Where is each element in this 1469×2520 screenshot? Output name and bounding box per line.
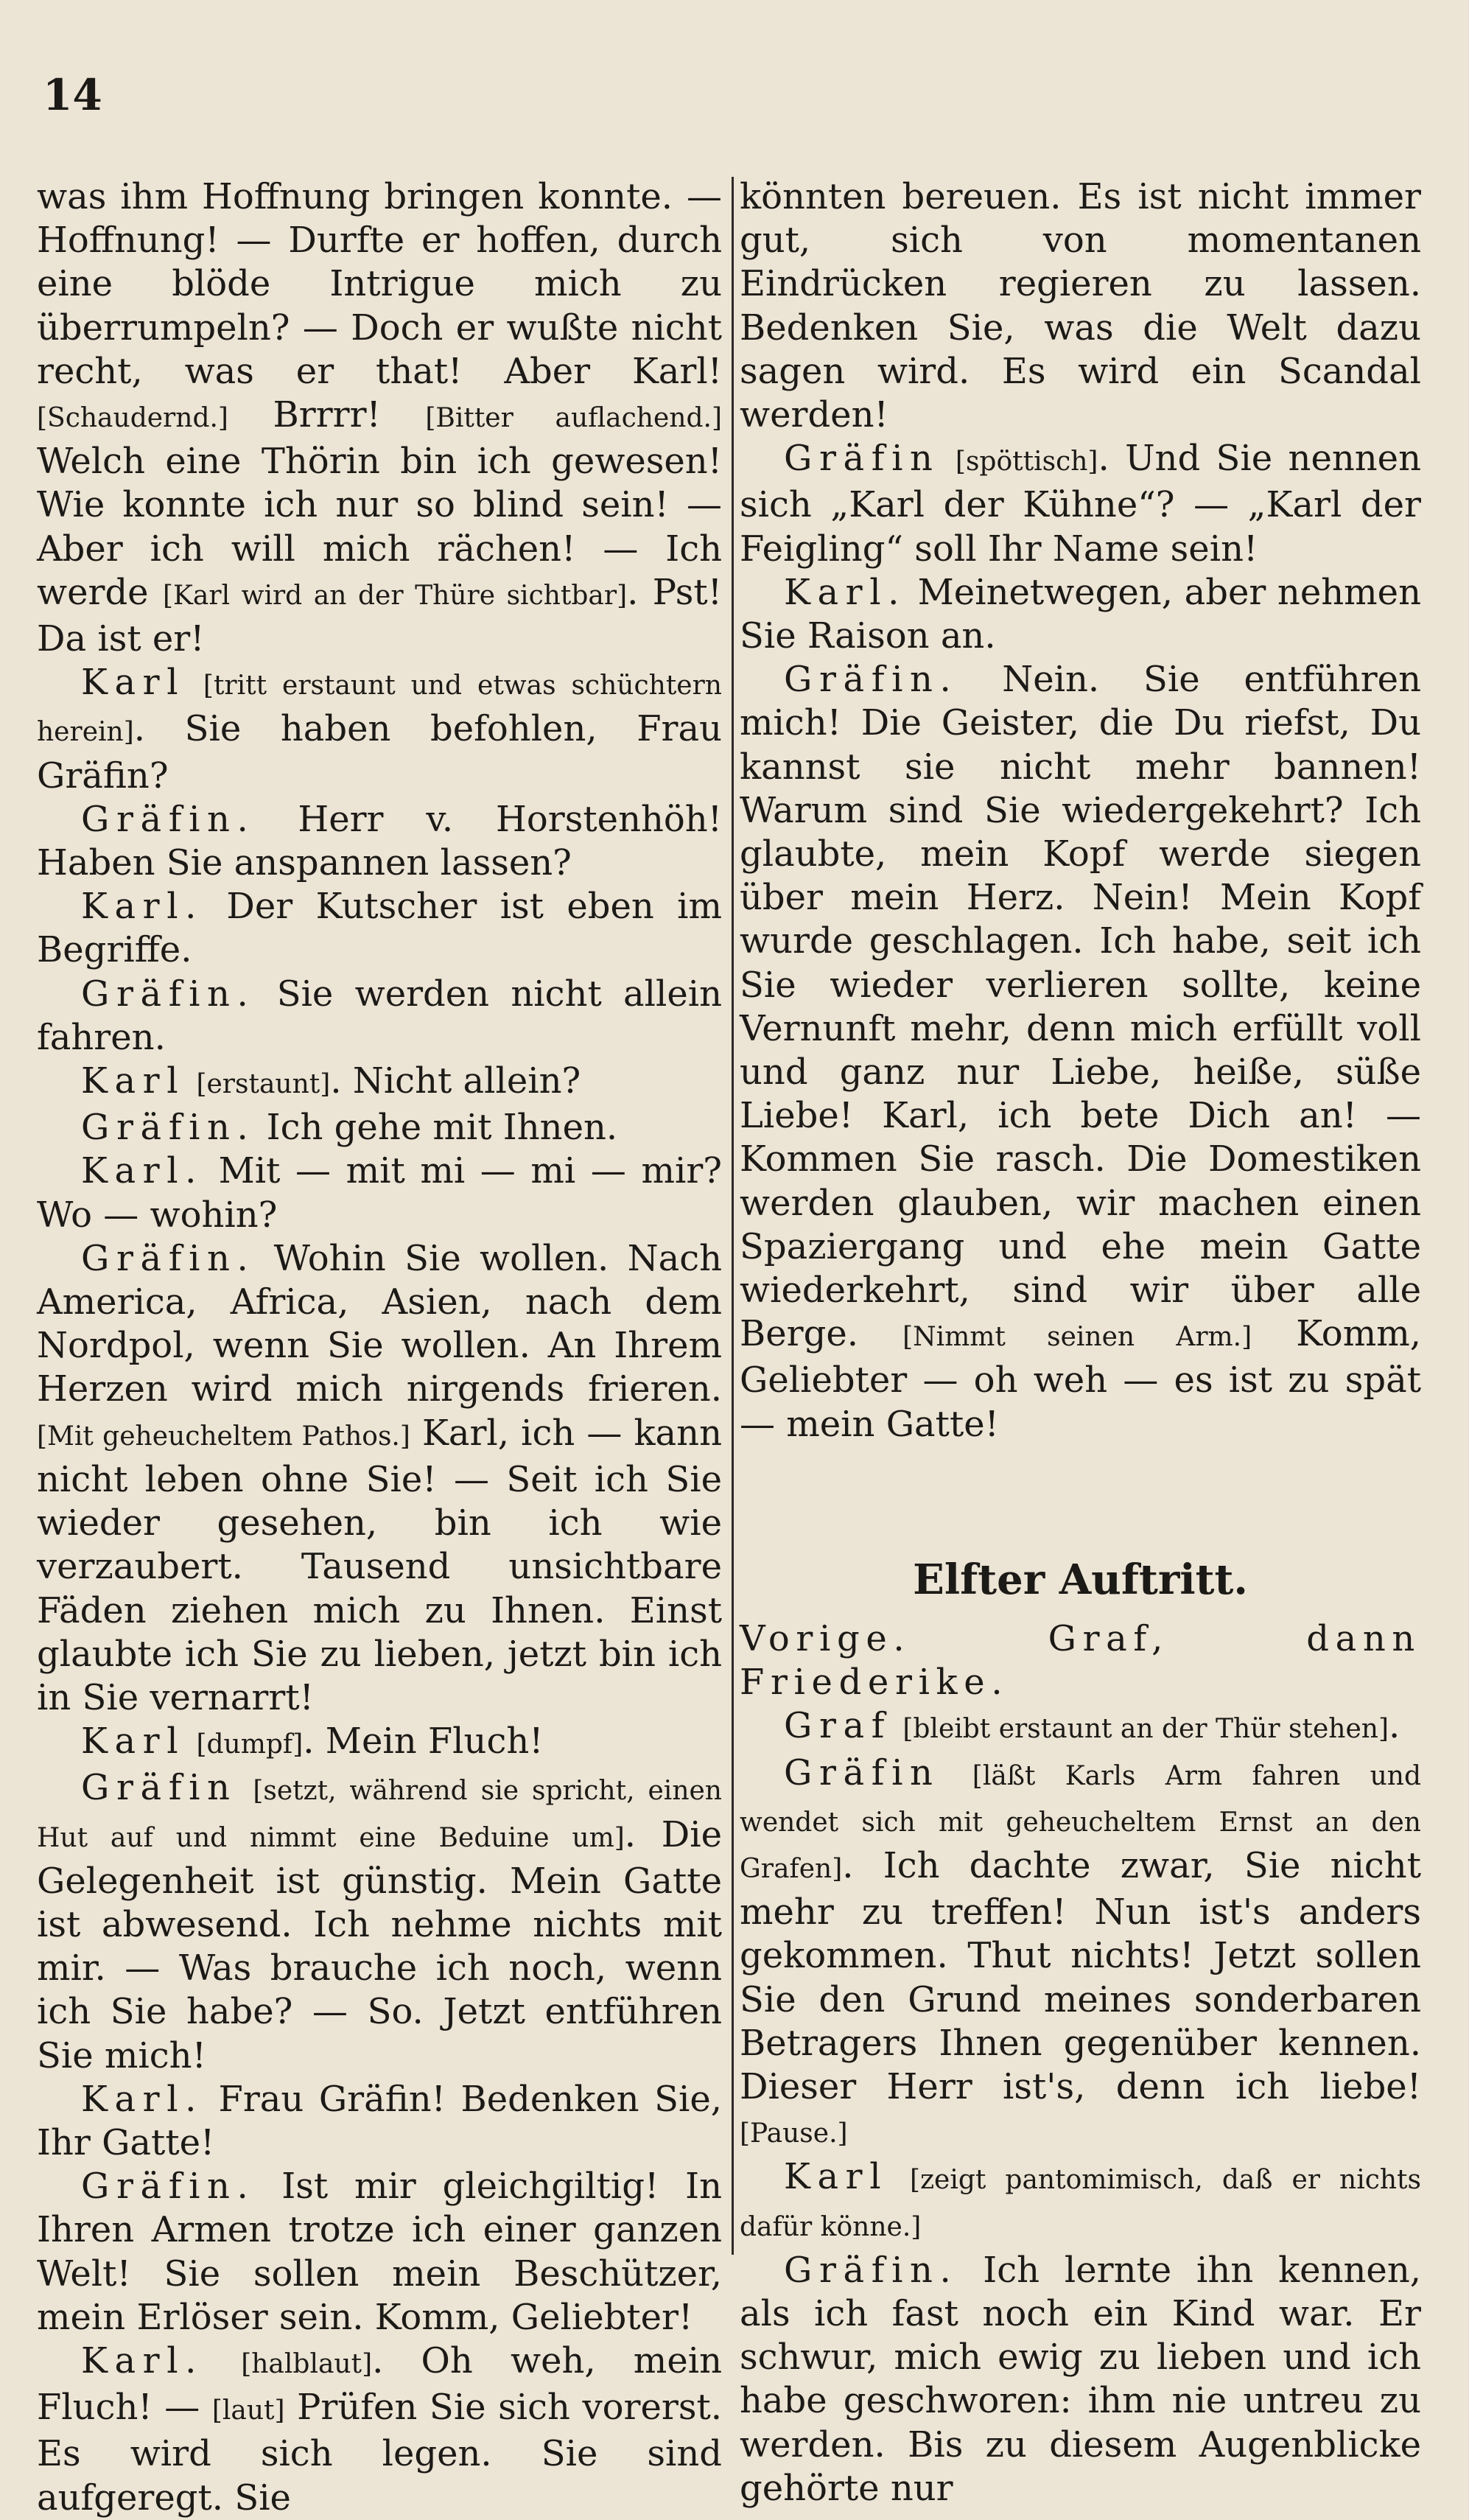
stage-direction: [läßt Karls Arm fahren und wendet sich mit geheucheltem Ernst an den Grafen] — [740, 1760, 1422, 1884]
dialogue-text — [185, 1060, 196, 1102]
dialogue-text: . Pst! Da ist er! — [37, 571, 723, 660]
speaker-name: Karl. — [784, 571, 907, 613]
dialogue-text — [888, 2156, 910, 2197]
speaker-name: Karl — [784, 2156, 888, 2198]
paragraph — [37, 1766, 722, 2077]
dialogue-text: Meinetwegen, aber nehmen Sie Raison an. — [740, 571, 1421, 657]
dialogue-text: . Und Sie nennen sich „Karl der Kühne“? — „Karl der Feigling“ soll Ihr Name sein! — [740, 438, 1421, 570]
stage-direction: [Mit geheucheltem Pathos.] — [37, 1421, 410, 1452]
dialogue-text: . Ich dachte zwar, Sie nicht mehr zu treffen! Nun ist's anders gekommen. Thut nichts! Jetzt sollen Sie den Grund meines sonderbaren Betragers Ihnen gegenüber kennen. Dieser Herr ist's, denn ich liebe! — [740, 1844, 1421, 2107]
paragraph — [37, 973, 722, 1060]
dialogue-text: Frau Gräfin! Bedenken Sie, Ihr Gatte! — [37, 2078, 722, 2163]
left-column — [37, 175, 722, 2520]
dialogue-text: Welch eine Thörin bin ich gewesen! Wie konnte ich nur so blind sein! — Aber ich will mich rächen! — Ich werde — [37, 441, 722, 613]
dialogue-text: Herr v. Horstenhöh! Haben Sie anspannen lassen? — [37, 798, 722, 884]
paragraph — [37, 1060, 722, 1106]
stage-direction: [setzt, während sie spricht, einen Hut auf und nimmt eine Beduine um] — [37, 1776, 722, 1853]
dialogue-text: Sie werden nicht allein fahren. — [37, 973, 722, 1058]
paragraph — [740, 1751, 1421, 2156]
paragraph — [37, 1720, 722, 1766]
paragraph — [740, 1704, 1421, 1751]
dialogue-text — [203, 2340, 241, 2381]
dialogue-text: Komm, Geliebter — oh weh — es ist zu spät — mein Gatte! — [740, 1313, 1421, 1445]
paragraph — [37, 661, 722, 798]
dialogue-text: . Die Gelegenheit ist günstig. Mein Gatte ist abwesend. Ich nehme nichts mit mir. — Was brauche ich noch, wenn ich Sie habe? — So. Jetzt entführen Sie mich! — [37, 1813, 722, 2076]
stage-direction: [Schaudernd.] — [37, 403, 228, 434]
right-column-dialogue — [740, 175, 1421, 1446]
dialogue-text: . — [1389, 1705, 1400, 1747]
stage-direction: [Karl wird an der Thüre sichtbar] — [162, 580, 628, 611]
stage-direction: [tritt erstaunt und etwas schüchtern herein] — [37, 671, 722, 748]
speaker-name: Gräfin. — [81, 1107, 256, 1149]
right-column — [740, 175, 1421, 2510]
paragraph — [37, 1106, 722, 1149]
stage-direction: [erstaunt] — [196, 1069, 331, 1100]
dialogue-text: Prüfen Sie sich vorerst. Es wird sich legen. Sie sind aufgeregt. Sie — [37, 2387, 722, 2519]
paragraph — [740, 2155, 1421, 2248]
dialogue-text: Ich gehe mit Ihnen. — [255, 1107, 618, 1149]
paragraph — [37, 1149, 722, 1236]
dialogue-text: Wohin Sie wollen. Nach America, Africa, Asien, nach dem Nordpol, wenn Sie wollen. An Ihrem Herzen wird mich nirgends frieren. — [37, 1237, 722, 1410]
paragraph — [37, 885, 722, 972]
speaker-name: Karl — [81, 662, 186, 704]
paragraph — [740, 437, 1421, 571]
speaker-name: Gräfin — [784, 1751, 940, 1793]
paragraph — [740, 658, 1421, 1446]
speaker-name: Karl. — [81, 2078, 204, 2120]
speaker-name: Gräfin. — [784, 659, 958, 701]
speaker-name: Karl. — [81, 2339, 204, 2381]
dialogue-text: was ihm Hoffnung bringen konnte. — Hoffnung! — Durfte er hoffen, durch eine blöde Intrigue mich zu überrumpeln? — Doch er wußte nicht recht, was er that! Aber Karl! — [37, 176, 722, 392]
speaker-name: Gräfin — [81, 1767, 237, 1809]
scene-title: Elfter Auftritt. — [913, 1555, 1248, 1604]
paragraph — [740, 2249, 1421, 2510]
dialogue-text: . Oh weh, mein Fluch! — — [37, 2339, 722, 2429]
paragraph — [37, 2165, 722, 2339]
dialogue-text — [185, 662, 203, 703]
scene-cast: Vorige. Graf, dann Friederike. — [740, 1617, 1421, 1704]
speaker-name: Gräfin. — [81, 973, 256, 1015]
speaker-name: Gräfin. — [81, 1237, 256, 1279]
dialogue-text — [237, 1767, 253, 1808]
stage-direction: [dumpf] — [196, 1729, 304, 1760]
stage-direction: [halblaut] — [241, 2348, 373, 2379]
dialogue-text — [891, 1705, 902, 1746]
paragraph — [37, 175, 722, 661]
page-number: 14 — [43, 70, 102, 120]
stage-direction: [Pause.] — [740, 2118, 848, 2149]
dialogue-text: . Mein Fluch! — [303, 1721, 544, 1763]
speaker-name: Gräfin — [784, 438, 940, 480]
right-column-dialogue-continued — [740, 1704, 1421, 2510]
dialogue-text: könnten bereuen. Es ist nicht immer gut, sich von momentanen Eindrücken regieren zu lassen. Bedenken Sie, was die Welt dazu sagen wird. Es wird ein Scandal werden! — [740, 176, 1421, 436]
speaker-name: Karl — [81, 1721, 186, 1763]
dialogue-text: . Nicht allein? — [330, 1060, 581, 1102]
speaker-name: Gräfin. — [81, 798, 256, 840]
paragraph — [37, 2339, 722, 2520]
paragraph — [37, 798, 722, 885]
stage-direction: [Bitter auflachend.] — [425, 403, 722, 434]
dialogue-text: Der Kutscher ist eben im Begriffe. — [37, 886, 722, 971]
stage-direction: [laut] — [211, 2395, 285, 2426]
paragraph — [740, 571, 1421, 658]
dialogue-text — [185, 1721, 196, 1762]
column-divider — [732, 177, 734, 2255]
dialogue-text: Nein. Sie entführen mich! Die Geister, die Du riefst, Du kannst sie nicht mehr bannen! Warum sind Sie wiedergekehrt? Ich glaubte, mein Kopf werde siegen über mein Herz. Nein! Mein Kopf wurde geschlagen. Ich habe, seit ich Sie wieder verlieren sollte, keine Vernunft mehr, denn mich erfüllt voll und ganz nur Liebe, heiße, süße Liebe! Karl, ich bete Dich an! — Kommen Sie rasch. Die Domestiken werden glauben, wir machen einen Spaziergang und ehe mein Gatte wiederkehrt, sind wir über alle Berge. — [740, 659, 1421, 1355]
dialogue-text: Ist mir gleichgiltig! In Ihren Armen trotze ich einer ganzen Welt! Sie sollen mein Beschützer, mein Erlöser sein. Komm, Geliebter! — [37, 2166, 722, 2338]
paragraph — [37, 1237, 722, 1720]
dialogue-text: . Sie haben befohlen, Frau Gräfin? — [37, 708, 722, 797]
dialogue-text: Karl, ich — kann nicht leben ohne Sie! — Seit ich Sie wieder gesehen, bin ich wie verzaubert. Tausend unsichtbare Fäden ziehen mich zu Ihnen. Einst glaubte ich Sie zu lieben, jetzt bin ich in Sie vernarrt! — [37, 1412, 722, 1718]
dialogue-text: Ich lernte ihn kennen, als ich fast noch ein Kind war. Er schwur, mich ewig zu lieben und ich habe geschworen: ihm nie untreu zu werden. Bis zu diesem Augenblicke gehörte nur — [740, 2249, 1421, 2509]
paragraph — [740, 175, 1421, 437]
paragraph — [37, 2078, 722, 2165]
dialogue-text — [940, 438, 956, 479]
dialogue-text: Mit — mit mi — mi — mir? Wo — wohin? — [37, 1150, 722, 1236]
speaker-name: Gräfin. — [784, 2249, 958, 2291]
speaker-name: Graf — [784, 1705, 892, 1747]
speaker-name: Karl. — [81, 886, 204, 928]
speaker-name: Karl. — [81, 1150, 204, 1192]
speaker-name: Gräfin. — [81, 2166, 256, 2208]
stage-direction: [zeigt pantomimisch, daß er nichts dafür könne.] — [740, 2165, 1421, 2242]
dialogue-text: Brrrr! — [228, 394, 426, 436]
dialogue-text — [940, 1752, 972, 1793]
stage-direction: [bleibt erstaunt an der Thür stehen] — [902, 1714, 1389, 1745]
stage-direction: [spöttisch] — [955, 447, 1098, 477]
speaker-name: Karl — [81, 1060, 186, 1102]
stage-direction: [Nimmt seinen Arm.] — [902, 1322, 1252, 1353]
